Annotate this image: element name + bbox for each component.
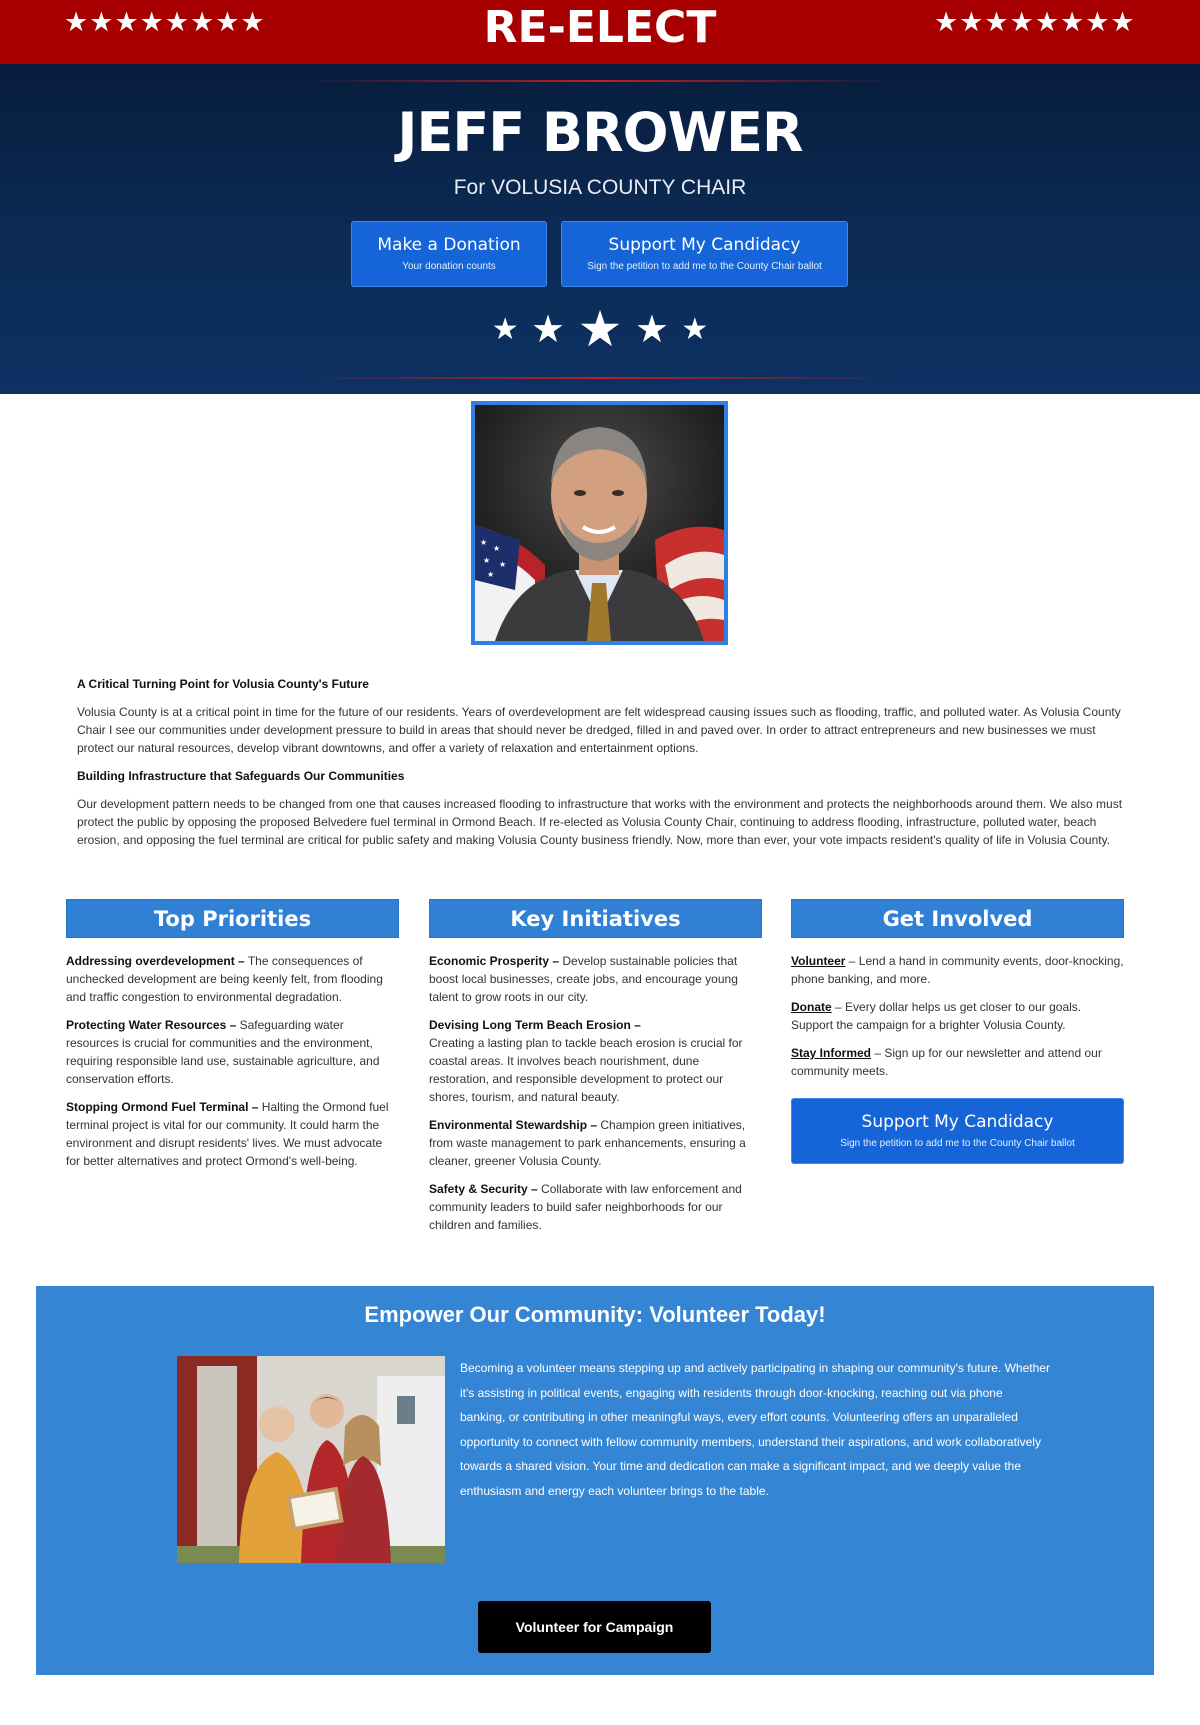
get-involved-heading: Get Involved — [791, 899, 1124, 938]
star-icon: ★ — [531, 308, 566, 351]
volunteer-description: Becoming a volunteer means stepping up and actively participating in shaping our community's future. Whether it's assisting in political events, engaging with residents through door-knocking, reaching out via phone banking, or contributing in other meaningful ways, every effort counts. Volunteering offers an unparalleled opportunity to connect with fellow community members, understand their aspirations, and work collaboratively towards a shared vision. Your time and dedication can make a significant impact, and we deeply value the enthusiasm and energy each volunteer brings to the table. — [460, 1361, 1050, 1498]
get-involved-column — [791, 899, 1124, 1164]
intro-heading-turning-point: A Critical Turning Point for Volusia County's Future — [77, 677, 369, 691]
donation-button-sublabel: Your donation counts — [402, 261, 496, 272]
support-button-sublabel: Sign the petition to add me to the County Chair ballot — [840, 1138, 1075, 1149]
item-title: Protecting Water Resources – — [66, 1018, 237, 1032]
item-title: Safety & Security – — [429, 1182, 538, 1196]
star-icons-right: ★★★★★★★★ — [934, 7, 1136, 37]
intro-paragraph-2: Our development pattern needs to be changed from one that causes increased flooding to infrastructure that works with the environment and protects the neighborhoods around them. We also must protect the public by opposing the proposed Belvedere fuel terminal in Ormond Beach. If re-elected as Volusia County Chair, continuing to address flooding, infrastructure, polluted water, beach erosion, and opposing the fuel terminal are critical for public safety and making Volusia County business friendly. Now, more than ever, your vote impacts resident's quality of life in Volusia County. — [77, 797, 1123, 847]
svg-text:★: ★ — [499, 560, 507, 569]
support-button-label: Support My Candidacy — [608, 235, 801, 255]
list-item — [791, 1044, 1124, 1080]
intro-paragraph-1: Volusia County is at a critical point in time for the future of our residents. Years of overdevelopment are felt widespread causing issues such as flooding, traffic, and polluted water. As Volusia County Chair I see our communities under development pressure to build in areas that should never be dredged, filled in and paved over. In order to attract entrepreneurs and new businesses we must protect our natural resources, develop vibrant downtowns, and offer a variety of relaxation and entertainment options. — [77, 705, 1121, 755]
donation-button-label: Make a Donation — [377, 235, 521, 255]
portrait-photo — [475, 405, 724, 641]
list-item — [66, 1098, 399, 1170]
donate-link[interactable]: Donate — [791, 1000, 832, 1014]
item-text: Collaborate with law enforcement and community leaders to build safer neighborhoods for our children and families. — [429, 1182, 742, 1232]
item-text: – Sign up for our newsletter and attend our community meets. — [791, 1046, 1102, 1078]
top-priorities-column — [66, 899, 399, 1180]
volunteer-for-campaign-button[interactable]: Volunteer for Campaign — [478, 1601, 711, 1653]
list-item — [429, 1116, 762, 1170]
item-title: Environmental Stewardship – — [429, 1118, 598, 1132]
item-title: Addressing overdevelopment – — [66, 954, 245, 968]
priorities-list — [66, 952, 399, 1170]
volunteer-image — [177, 1356, 445, 1563]
support-button-sublabel: Sign the petition to add me to the County Chair ballot — [587, 261, 822, 272]
volunteer-photo — [177, 1356, 445, 1563]
item-text: Develop sustainable policies that boost local businesses, create jobs, and encourage young talent to grow roots in our city. — [429, 954, 738, 1004]
star-icon: ★ — [577, 301, 623, 357]
intro-section — [77, 675, 1127, 859]
key-initiatives-heading: Key Initiatives — [429, 899, 762, 938]
stay-informed-link[interactable]: Stay Informed — [791, 1046, 872, 1060]
item-text: The consequences of unchecked development are being keenly felt, from flooding and traffic congestion to environmental degradation. — [66, 954, 383, 1004]
initiatives-list — [429, 952, 762, 1234]
volunteer-link[interactable]: Volunteer — [791, 954, 846, 968]
list-item — [791, 952, 1124, 988]
candidate-name: JEFF BROWER — [397, 101, 803, 164]
item-text: Creating a lasting plan to tackle beach erosion is crucial for coastal areas. It involves beach nourishment, dune restoration, and responsible development to protect our shores, tourism, and natural beauty. — [429, 1036, 743, 1104]
item-text: Safeguarding water resources is crucial for communities and the environment, requiring responsible land use, sustainable agriculture, and conservation efforts. — [66, 1018, 380, 1086]
volunteer-section — [36, 1286, 1154, 1675]
item-text: Champion green initiatives, from waste management to park enhancements, ensuring a cleaner, greener Volusia County. — [429, 1118, 746, 1168]
list-item — [791, 998, 1124, 1034]
star-icon: ★ — [681, 312, 709, 346]
make-donation-button[interactable] — [351, 221, 547, 287]
candidate-portrait — [471, 401, 728, 645]
key-initiatives-column — [429, 899, 762, 1244]
list-item — [429, 952, 762, 1006]
get-involved-list — [791, 952, 1124, 1080]
support-button-label: Support My Candidacy — [861, 1112, 1054, 1132]
svg-text:★: ★ — [487, 570, 495, 579]
svg-text:★: ★ — [480, 538, 488, 547]
item-text: – Lend a hand in community events, door-knocking, phone banking, and more. — [791, 954, 1124, 986]
divider-line — [300, 80, 900, 82]
candidate-office: For VOLUSIA COUNTY CHAIR — [453, 176, 747, 199]
re-elect-heading: RE-ELECT — [483, 2, 717, 53]
star-icons-left: ★★★★★★★★ — [64, 7, 266, 37]
list-item — [429, 1180, 762, 1234]
hero-section — [0, 64, 1200, 394]
svg-text:★: ★ — [493, 544, 501, 553]
item-title: Stopping Ormond Fuel Terminal – — [66, 1100, 259, 1114]
item-text: Halting the Ormond fuel terminal project is vital for our community. It could harm the environment and disrupt residents' lives. We must advocate for better alternatives and protect Ormond's well-being. — [66, 1100, 389, 1168]
intro-heading-infrastructure: Building Infrastructure that Safeguards Our Communities — [77, 769, 405, 783]
volunteer-heading: Empower Our Community: Volunteer Today! — [364, 1302, 826, 1327]
divider-line — [300, 377, 900, 379]
hero-stars — [0, 300, 1200, 358]
support-candidacy-button[interactable] — [561, 221, 848, 287]
list-item — [66, 1016, 399, 1088]
item-text: – Every dollar helps us get closer to our goals. Support the campaign for a brighter Volusia County. — [791, 1000, 1082, 1032]
star-icon: ★ — [491, 312, 519, 346]
item-title: Economic Prosperity – — [429, 954, 560, 968]
list-item — [429, 1016, 762, 1106]
item-title: Devising Long Term Beach Erosion – — [429, 1018, 641, 1032]
svg-text:★: ★ — [483, 556, 491, 565]
top-priorities-heading: Top Priorities — [66, 899, 399, 938]
support-candidacy-sidebar-button[interactable] — [791, 1098, 1124, 1164]
list-item — [66, 952, 399, 1006]
star-icon: ★ — [634, 308, 669, 351]
top-banner — [0, 0, 1200, 64]
